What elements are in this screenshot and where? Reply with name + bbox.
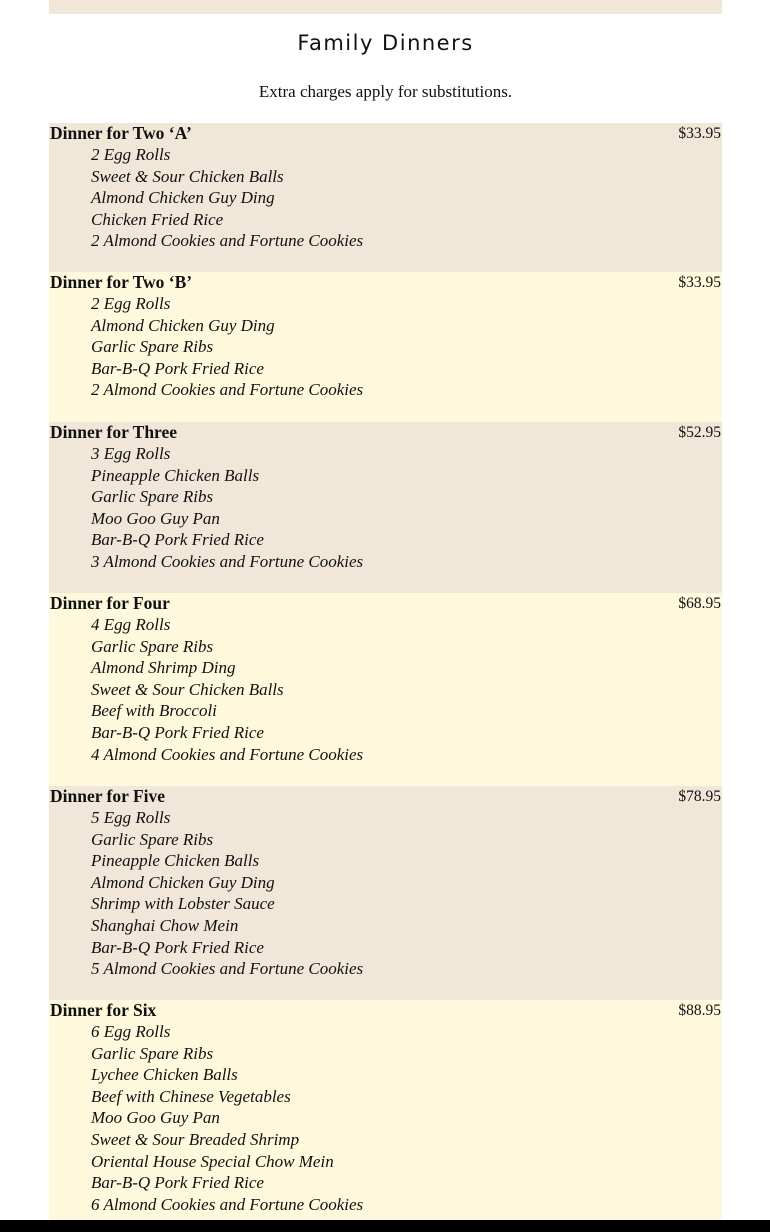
dinner-item: 2 Almond Cookies and Fortune Cookies bbox=[91, 231, 364, 251]
menu-page bbox=[49, 0, 722, 1220]
dinner-item: Garlic Spare Ribs bbox=[91, 636, 214, 656]
dinner-price: $52.95 bbox=[678, 424, 721, 441]
dinner-items bbox=[49, 1021, 722, 1215]
dinner-header bbox=[49, 422, 722, 443]
dinner-name: Dinner for Two ‘B’ bbox=[50, 272, 193, 292]
dinner-item: Lychee Chicken Balls bbox=[91, 1065, 238, 1085]
dinner-name: Dinner for Six bbox=[50, 1000, 157, 1020]
dinner-item: Bar-B-Q Pork Fried Rice bbox=[91, 1173, 264, 1193]
dinner-block bbox=[49, 593, 722, 786]
dinner-price: $33.95 bbox=[678, 125, 721, 142]
dinner-item: Bar-B-Q Pork Fried Rice bbox=[91, 937, 264, 957]
dinner-item: 4 Egg Rolls bbox=[91, 615, 171, 634]
dinner-item: Pineapple Chicken Balls bbox=[91, 465, 260, 485]
dinner-item: Almond Chicken Guy Ding bbox=[91, 188, 275, 208]
dinner-price: $88.95 bbox=[678, 1002, 721, 1019]
dinner-block bbox=[49, 123, 722, 272]
dinner-price: $78.95 bbox=[678, 788, 721, 805]
dinner-items bbox=[49, 443, 722, 573]
dinner-item: Beef with Chinese Vegetables bbox=[91, 1086, 291, 1106]
dinner-name: Dinner for Four bbox=[50, 593, 170, 613]
dinner-item: Sweet & Sour Chicken Balls bbox=[91, 166, 284, 186]
dinner-item: Almond Chicken Guy Ding bbox=[91, 872, 275, 892]
dinner-price: $68.95 bbox=[678, 595, 721, 612]
dinner-item: 2 Egg Rolls bbox=[91, 294, 171, 313]
dinner-name: Dinner for Five bbox=[50, 786, 166, 806]
dinner-items bbox=[49, 807, 722, 980]
dinner-item: 6 Almond Cookies and Fortune Cookies bbox=[91, 1194, 364, 1214]
dinner-items bbox=[49, 144, 722, 252]
section-title: Family Dinners bbox=[297, 31, 474, 55]
dinner-item: 3 Almond Cookies and Fortune Cookies bbox=[91, 551, 364, 571]
dinner-item: Oriental House Special Chow Mein bbox=[91, 1151, 334, 1171]
dinner-header bbox=[49, 786, 722, 807]
dinner-name: Dinner for Three bbox=[50, 422, 178, 442]
dinner-items bbox=[49, 614, 722, 765]
dinner-list bbox=[49, 123, 722, 1220]
dinner-block bbox=[49, 786, 722, 1000]
dinner-item: Garlic Spare Ribs bbox=[91, 1043, 214, 1063]
dinner-item: Almond Chicken Guy Ding bbox=[91, 315, 275, 335]
section-note: Extra charges apply for substitutions. bbox=[258, 82, 513, 101]
dinner-item: Beef with Broccoli bbox=[91, 701, 217, 721]
dinner-item: Almond Shrimp Ding bbox=[91, 658, 236, 678]
bottom-bar bbox=[0, 1220, 770, 1232]
dinner-item: Bar-B-Q Pork Fried Rice bbox=[91, 722, 264, 742]
dinner-item: Pineapple Chicken Balls bbox=[91, 851, 260, 871]
dinner-item: 2 Egg Rolls bbox=[91, 145, 171, 164]
dinner-header bbox=[49, 593, 722, 614]
dinner-items bbox=[49, 293, 722, 401]
dinner-item: Sweet & Sour Chicken Balls bbox=[91, 679, 284, 699]
dinner-item: 2 Almond Cookies and Fortune Cookies bbox=[91, 380, 364, 400]
dinner-item: Moo Goo Guy Pan bbox=[91, 1108, 220, 1128]
dinner-item: Garlic Spare Ribs bbox=[91, 487, 214, 507]
dinner-header bbox=[49, 123, 722, 144]
dinner-block bbox=[49, 422, 722, 593]
dinner-block bbox=[49, 272, 722, 422]
previous-section-strip bbox=[49, 0, 722, 14]
dinner-price: $33.95 bbox=[678, 274, 721, 291]
dinner-item: Garlic Spare Ribs bbox=[91, 829, 214, 849]
dinner-item: Bar-B-Q Pork Fried Rice bbox=[91, 358, 264, 378]
dinner-item: 5 Almond Cookies and Fortune Cookies bbox=[91, 959, 364, 979]
dinner-header bbox=[49, 272, 722, 293]
dinner-item: Chicken Fried Rice bbox=[91, 209, 224, 229]
dinner-name: Dinner for Two ‘A’ bbox=[50, 123, 192, 143]
dinner-item: Shrimp with Lobster Sauce bbox=[91, 894, 275, 914]
dinner-item: Bar-B-Q Pork Fried Rice bbox=[91, 530, 264, 550]
dinner-item: Garlic Spare Ribs bbox=[91, 337, 214, 357]
dinner-item: Sweet & Sour Breaded Shrimp bbox=[91, 1129, 300, 1149]
dinner-item: 4 Almond Cookies and Fortune Cookies bbox=[91, 744, 364, 764]
dinner-item: Moo Goo Guy Pan bbox=[91, 508, 220, 528]
dinner-item: 5 Egg Rolls bbox=[91, 808, 171, 827]
dinner-item: 6 Egg Rolls bbox=[91, 1022, 171, 1041]
dinner-header bbox=[49, 1000, 722, 1021]
dinner-item: Shanghai Chow Mein bbox=[91, 915, 239, 935]
dinner-item: 3 Egg Rolls bbox=[91, 444, 171, 463]
dinner-block bbox=[49, 1000, 722, 1220]
